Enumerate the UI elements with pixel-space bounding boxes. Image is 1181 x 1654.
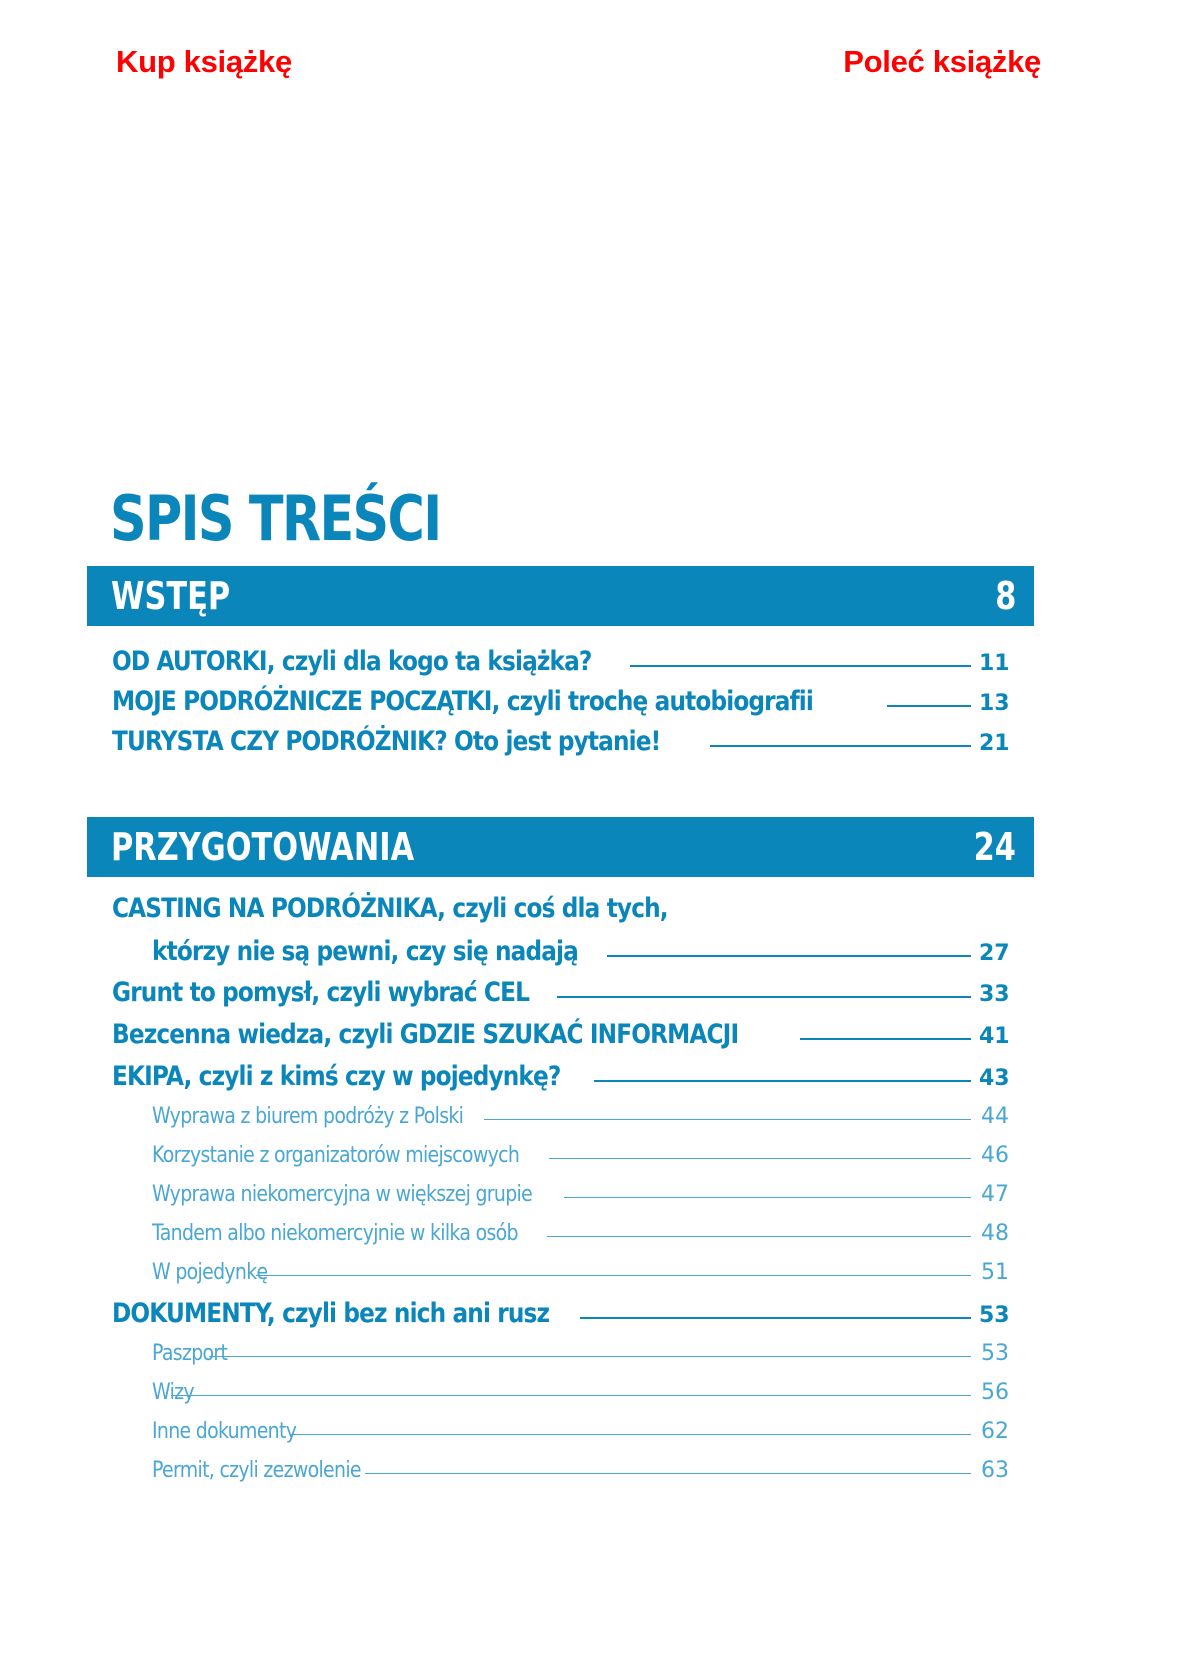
toc-entry[interactable] <box>112 1019 1009 1050</box>
toc-leader-line <box>607 955 971 957</box>
toc-entry-page: 21 <box>979 731 1010 756</box>
toc-leader-line <box>549 1158 971 1159</box>
toc-leader-line <box>209 1356 971 1357</box>
toc-subentry-title: Paszport <box>152 1341 228 1366</box>
toc-entry-title: Grunt to pomysł, czyli wybrać CEL <box>112 977 530 1008</box>
toc-entry-page: 11 <box>979 651 1010 676</box>
toc-subentry[interactable] <box>152 1380 1009 1405</box>
toc-subentry-page: 63 <box>981 1458 1009 1483</box>
toc-entry[interactable] <box>112 977 1009 1008</box>
toc-leader-line <box>484 1119 971 1120</box>
toc-entry-page: 13 <box>979 691 1010 716</box>
toc-entry[interactable] <box>112 726 1009 757</box>
toc-subentry-page: 47 <box>981 1182 1009 1207</box>
toc-entry-page: 41 <box>979 1024 1010 1049</box>
toc-entry-title: TURYSTA CZY PODRÓŻNIK? Oto jest pytanie! <box>112 726 661 757</box>
toc-entry-page: 53 <box>979 1303 1010 1328</box>
toc-subentry-page: 51 <box>981 1260 1009 1285</box>
toc-subentry[interactable] <box>152 1221 1009 1246</box>
section-page-number: 24 <box>973 825 1016 869</box>
toc-subentry-title: Korzystanie z organizatorów miejscowych <box>152 1143 520 1168</box>
toc-entry-title-line1[interactable]: CASTING NA PODRÓŻNIKA, czyli coś dla tych, <box>112 893 668 924</box>
toc-leader-line <box>290 1434 971 1435</box>
toc-entry[interactable] <box>112 1061 1009 1092</box>
toc-leader-line <box>630 665 971 667</box>
toc-subentry[interactable] <box>152 1419 1009 1444</box>
toc-subentry-page: 53 <box>981 1341 1009 1366</box>
toc-subentry[interactable] <box>152 1104 1009 1129</box>
toc-entry-title-line2: którzy nie są pewni, czy się nadają <box>152 936 578 967</box>
toc-entry[interactable] <box>152 936 1009 967</box>
toc-entry-page: 43 <box>979 1066 1010 1091</box>
section-band-wstep[interactable] <box>87 566 1034 626</box>
recommend-book-link[interactable]: Poleć książkę <box>843 44 1041 79</box>
toc-entry-title: EKIPA, czyli z kimś czy w pojedynkę? <box>112 1061 561 1092</box>
toc-subentry-title: W pojedynkę <box>152 1260 268 1285</box>
buy-book-link[interactable]: Kup książkę <box>116 44 292 79</box>
toc-entry[interactable] <box>112 686 1009 717</box>
toc-subentry[interactable] <box>152 1341 1009 1366</box>
toc-leader-line <box>800 1038 971 1040</box>
toc-subentry-page: 44 <box>981 1104 1009 1129</box>
toc-leader-line <box>580 1317 971 1319</box>
toc-leader-line <box>710 745 971 747</box>
toc-subentry-title: Permit, czyli zezwolenie <box>152 1458 361 1483</box>
toc-subentry-title: Inne dokumenty <box>152 1419 297 1444</box>
toc-entry-page: 27 <box>979 941 1010 966</box>
toc-entry-title: Bezcenna wiedza, czyli GDZIE SZUKAĆ INFORMACJI <box>112 1019 739 1050</box>
toc-subentry-title: Tandem albo niekomercyjnie w kilka osób <box>152 1221 518 1246</box>
toc-subentry[interactable] <box>152 1182 1009 1207</box>
toc-subentry-title: Wizy <box>152 1380 194 1405</box>
toc-entry[interactable] <box>112 1298 1009 1329</box>
toc-subentry-title: Wyprawa niekomercyjna w większej grupie <box>152 1182 533 1207</box>
toc-entry-title: OD AUTORKI, czyli dla kogo ta książka? <box>112 646 592 677</box>
toc-entry-title: DOKUMENTY, czyli bez nich ani rusz <box>112 1298 550 1329</box>
toc-subentry-page: 48 <box>981 1221 1009 1246</box>
page-title: SPIS TREŚCI <box>110 482 441 555</box>
toc-subentry[interactable] <box>152 1260 1009 1285</box>
section-page-number: 8 <box>994 574 1016 618</box>
toc-leader-line <box>564 1197 971 1198</box>
toc-leader-line <box>557 996 971 998</box>
toc-subentry-page: 56 <box>981 1380 1009 1405</box>
toc-entry-title: MOJE PODRÓŻNICZE POCZĄTKI, czyli trochę autobiografii <box>112 686 814 717</box>
toc-leader-line <box>887 705 971 707</box>
section-band-przygotowania[interactable] <box>87 817 1034 877</box>
section-title: PRZYGOTOWANIA <box>111 825 415 869</box>
toc-leader-line <box>365 1473 971 1474</box>
toc-subentry-title: Wyprawa z biurem podróży z Polski <box>152 1104 464 1129</box>
toc-leader-line <box>171 1395 971 1396</box>
toc-subentry-page: 46 <box>981 1143 1009 1168</box>
toc-leader-line <box>594 1080 971 1082</box>
toc-subentry-page: 62 <box>981 1419 1009 1444</box>
toc-leader-line <box>256 1275 971 1276</box>
toc-entry[interactable] <box>112 646 1009 677</box>
toc-subentry[interactable] <box>152 1143 1009 1168</box>
toc-entry-page: 33 <box>979 982 1010 1007</box>
section-title: WSTĘP <box>111 574 231 618</box>
toc-subentry[interactable] <box>152 1458 1009 1483</box>
toc-leader-line <box>547 1236 971 1237</box>
